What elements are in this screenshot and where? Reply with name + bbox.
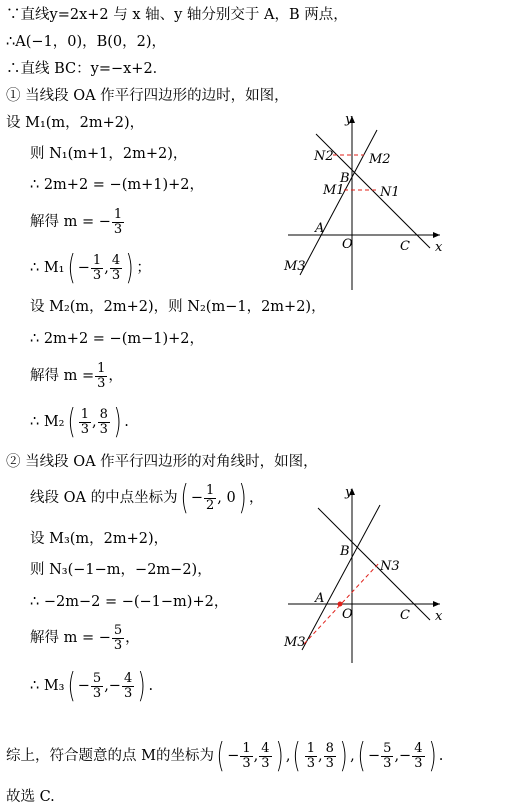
conclusion-text: 综上，符合题意的点 M的坐标为	[6, 748, 214, 764]
midpoint: 线段 OA 的中点坐标为( − $\frac{1}{2}$ , 0) ，	[30, 478, 264, 518]
set-m3: 设 M₃(m，2m+2)，	[30, 531, 169, 547]
label-y: y	[345, 112, 353, 127]
figure-2	[280, 480, 450, 665]
label-o: O	[342, 607, 353, 622]
solve-3: 解得 m = − $\frac{5}{3}$ ，	[30, 622, 140, 653]
case2-title: ② 当线段 OA 作平行四边形的对角线时，如图，	[6, 454, 318, 470]
conclusion: 综上，符合题意的点 M的坐标为( − $\frac{1}{3}$ , $\frac{4}{3}$ ) ,( $\frac{1}{3}$ , $\frac{8}{3}$ ) ,( − $\frac{5}{3}$ ,− $\frac{4}{3}$ ) .	[6, 736, 444, 776]
x-axis-arrow	[433, 232, 440, 238]
label-b: B	[340, 544, 350, 559]
line-bc	[318, 508, 430, 620]
label-b: B	[340, 171, 350, 186]
equation-3: ∴ −2m−2 = −(−1−m)+2，	[30, 594, 229, 610]
result-m3: ∴ M₃( − $\frac{5}{3}$ ,− $\frac{4}{3}$ ) .	[30, 666, 154, 706]
label-c: C	[400, 239, 410, 254]
figure-1	[280, 110, 450, 292]
solve-2: 解得 m = $\frac{1}{3}$ ，	[30, 360, 123, 391]
result-m1: ∴ M₁( − $\frac{1}{3}$ , $\frac{4}{3}$ ) ；	[30, 248, 151, 288]
case1-title: ① 当线段 OA 作平行四边形的边时，如图，	[6, 88, 289, 104]
then-n3: 则 N₃(−1−m，−2m−2)，	[30, 562, 212, 578]
label-m1: M1	[323, 183, 345, 198]
label-m3: M3	[284, 259, 306, 274]
solve-2-text: 解得 m =	[30, 368, 95, 384]
equation-1: ∴ 2m+2 = −(m+1)+2，	[30, 177, 205, 193]
line-bc: ∴直线 BC：y=−x+2．	[6, 61, 168, 77]
label-x: x	[435, 609, 443, 624]
label-a: A	[315, 591, 325, 606]
midpoint-dot	[338, 602, 343, 607]
label-n2: N2	[314, 149, 334, 164]
line-given: ∵直线y=2x+2 与 x 轴、y 轴分别交于 A，B 两点，	[6, 7, 348, 23]
label-n3: N3	[380, 559, 400, 574]
label-y: y	[345, 485, 353, 500]
solve-3-text: 解得 m = −	[30, 630, 111, 646]
label-m3: M3	[284, 635, 306, 650]
label-m2: M2	[369, 152, 391, 167]
line-ab	[302, 505, 380, 650]
then-n1: 则 N₁(m+1，2m+2)，	[30, 146, 188, 162]
label-a: A	[315, 221, 325, 236]
line-ab	[300, 130, 377, 275]
label-o: O	[342, 237, 353, 252]
result-m2: ∴ M₂( $\frac{1}{3}$ , $\frac{8}{3}$ ) .	[30, 402, 129, 442]
line-points-ab: ∴A(−1，0)，B(0，2)，	[6, 34, 167, 50]
solve-1	[30, 206, 125, 238]
midpoint-text: 线段 OA 的中点坐标为	[30, 490, 178, 506]
x-axis-arrow	[433, 601, 440, 607]
fraction: $\frac{1}{3}$	[113, 206, 123, 237]
answer: 故选 C.	[6, 789, 55, 805]
label-n1: N1	[380, 185, 400, 200]
result-m3-label: ∴ M₃	[30, 678, 65, 694]
label-x: x	[435, 240, 443, 255]
solve-1-text: 解得 m = −	[30, 214, 111, 230]
label-c: C	[400, 608, 410, 623]
result-m1-label: ∴ M₁	[30, 260, 65, 276]
result-m2-label: ∴ M₂	[30, 414, 65, 430]
set-m1: 设 M₁(m，2m+2)，	[6, 115, 145, 131]
equation-2: ∴ 2m+2 = −(m−1)+2，	[30, 331, 205, 347]
set-m2: 设 M₂(m，2m+2)，则 N₂(m−1，2m+2)，	[30, 299, 326, 315]
